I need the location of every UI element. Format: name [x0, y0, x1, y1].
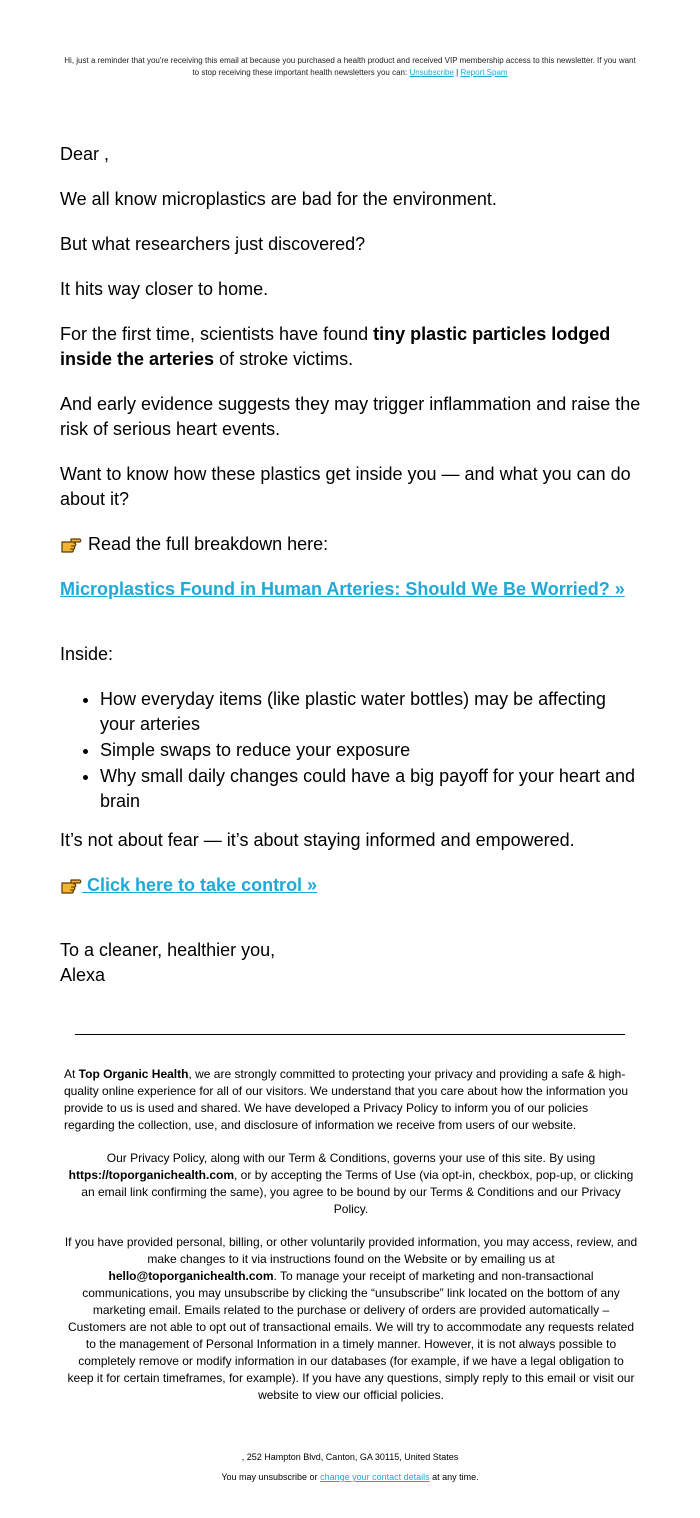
- privacy-post: , we are strongly committed to protecting your privacy and providing a safe & high-quality online experience for all of our visitors. We understand that you care about how the information you provide to us is used and shared. We have developed a Privacy Policy to inform you of our policies regarding the collection, use, and disclosure of information we receive from users of our website.: [64, 1067, 629, 1132]
- terms-paragraph: [64, 1150, 638, 1218]
- info-pre: If you have provided personal, billing, or other voluntarily provided information, you may access, review, and make changes to it via instructions found on the Website or by emailing us at: [64, 1235, 638, 1266]
- personal-info-paragraph: [64, 1234, 638, 1404]
- contact-email: hello@toporganichealth.com: [108, 1269, 274, 1283]
- footer: [64, 1066, 638, 1420]
- unsub-post: at any time.: [429, 1472, 479, 1482]
- signature: Alexa: [60, 965, 106, 985]
- mailing-address: , 252 Hampton Blvd, Canton, GA 30115, United States: [241, 1452, 459, 1462]
- paragraph-first-time: [60, 322, 642, 372]
- paragraph-want-to-know: Want to know how these plastics get inside you — and what you can do about it?: [60, 464, 631, 509]
- take-control-link[interactable]: Click here to take control »: [82, 875, 318, 895]
- signoff: To a cleaner, healthier you,: [60, 940, 276, 960]
- list-item: • How everyday items (like plastic water bottles) may be affecting your arteries: [100, 687, 642, 737]
- cta-line: [60, 873, 642, 898]
- privacy-commitment: [64, 1066, 638, 1134]
- email-body: [60, 142, 642, 1008]
- website-url: https://toporganichealth.com: [68, 1168, 235, 1182]
- terms-pre: Our Privacy Policy, along with our Term & Conditions, governs your use of this site. By using: [106, 1151, 596, 1165]
- read-more-text: Read the full breakdown here:: [88, 534, 329, 554]
- paragraph-first-time-bold: tiny plastic particles lodged inside the arteries: [60, 324, 611, 369]
- paragraph-first-time-post: of stroke victims.: [214, 349, 354, 369]
- pointing-hand-icon: [60, 534, 82, 554]
- article-headline-link[interactable]: Microplastics Found in Human Arteries: Should We Be Worried? »: [60, 579, 625, 599]
- preheader: [60, 55, 640, 78]
- change-contact-details-link[interactable]: change your contact details: [320, 1472, 430, 1482]
- greeting: Dear ,: [60, 144, 110, 164]
- benefits-list: [60, 687, 642, 814]
- paragraph-not-fear: It’s not about fear — it’s about staying informed and empowered.: [60, 830, 575, 850]
- preheader-unsubscribe-link[interactable]: Unsubscribe: [409, 67, 454, 77]
- preheader-separator: |: [453, 67, 461, 77]
- unsub-pre: You may unsubscribe or: [221, 1472, 321, 1482]
- paragraph-environment: We all know microplastics are bad for the environment.: [60, 189, 497, 209]
- preheader-text: Hi, just a reminder that you're receiving this email at because you purchased a health product and received VIP membership access to this newsletter. If you want to stop receiving these important health newsletters you can:: [64, 56, 636, 77]
- paragraph-researchers: But what researchers just discovered?: [60, 234, 366, 254]
- privacy-pre: At: [64, 1067, 79, 1081]
- paragraph-evidence: And early evidence suggests they may trigger inflammation and raise the risk of serious heart events.: [60, 394, 641, 439]
- info-post: . To manage your receipt of marketing and non-transactional communications, you may unsubscribe by clicking the “unsubscribe” link located on the bottom of any marketing email. Emails related to the purchase or delivery of orders are provided automatically – Customers are not able to opt out of transactional emails. We will try to accommodate any requests related to the management of Personal Information in a timely manner. However, it is not always possible to completely remove or modify information in our databases (for example, if we have a legal obligation to keep it for certain timeframes, for example). If you have any questions, simply reply to this email or visit our website to view our official policies.: [67, 1269, 635, 1402]
- terms-post: , or by accepting the Terms of Use (via opt-in, checkbox, pop-up, or clicking an email link confirming the same), you agree to be bound by our Terms & Conditions and our Privacy Policy.: [81, 1168, 634, 1216]
- pointing-hand-icon: [60, 875, 82, 895]
- inside-label: Inside:: [60, 644, 114, 664]
- list-item: • Why small daily changes could have a big payoff for your heart and brain: [100, 764, 642, 814]
- paragraph-closer-home: It hits way closer to home.: [60, 279, 269, 299]
- company-name: Top Organic Health: [78, 1067, 189, 1081]
- paragraph-first-time-pre: For the first time, scientists have found: [60, 324, 374, 344]
- read-more-line: [60, 532, 642, 557]
- footer-divider: [75, 1034, 625, 1035]
- list-item: • Simple swaps to reduce your exposure: [100, 738, 642, 763]
- preheader-report-spam-link[interactable]: Report Spam: [460, 67, 508, 77]
- unsubscribe-line: [60, 1471, 640, 1483]
